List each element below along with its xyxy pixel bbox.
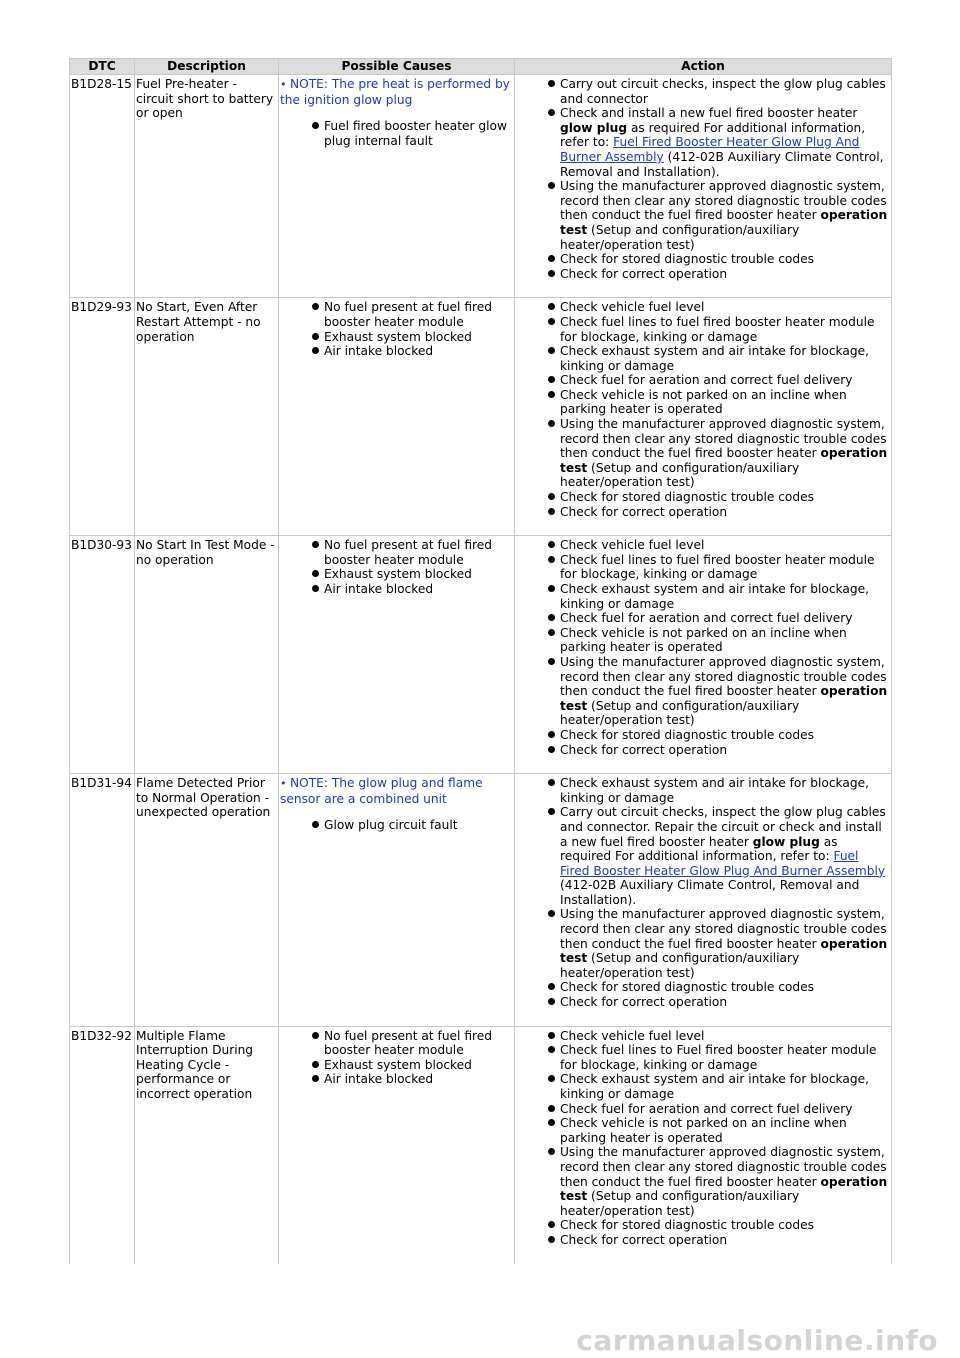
action-text: Check and install a new fuel fired booster heater (560, 106, 858, 121)
possible-causes-cell (279, 75, 515, 298)
causes-list (280, 538, 513, 596)
action-text: (Setup and configuration/auxiliary heater/operation test) (560, 1189, 800, 1218)
action-item (560, 505, 890, 520)
action-item (560, 553, 890, 582)
action-item (560, 344, 890, 373)
action-item (560, 743, 890, 758)
action-text: Check exhaust system and air intake for blockage, kinking or damage (560, 344, 869, 373)
action-item (560, 252, 890, 267)
action-cell (515, 774, 892, 1027)
action-emphasis: operation test (560, 1174, 888, 1204)
action-text: Using the manufacturer approved diagnostic system, record then clear any stored diagnostic trouble codes then conduct the fuel fired booster heater (560, 654, 887, 699)
page-footer (0, 1310, 960, 1358)
action-text: Check for stored diagnostic trouble codes (560, 1218, 814, 1233)
action-cell (515, 536, 892, 774)
dtc-table (69, 58, 892, 1264)
action-cell (515, 298, 892, 536)
action-text: Check fuel lines to fuel fired booster heater module for blockage, kinking or damage (560, 552, 875, 582)
action-item (560, 179, 890, 252)
action-text: Check fuel lines to fuel fired booster heater module for blockage, kinking or damage (560, 314, 875, 344)
note-label: NOTE: The pre heat is performed by the ignition glow plug (280, 77, 510, 107)
action-item (560, 655, 890, 728)
action-item (560, 728, 890, 743)
action-text: (412-02B Auxiliary Climate Control, Removal and Installation). (560, 149, 884, 179)
cause-item: Exhaust system blocked (324, 1058, 513, 1073)
action-item (560, 1102, 890, 1117)
action-item (560, 611, 890, 626)
cause-item: No fuel present at fuel fired booster heater module (324, 300, 513, 329)
action-item (560, 106, 890, 179)
action-text: Check vehicle is not parked on an incline when parking heater is operated (560, 625, 847, 655)
action-text: Carry out circuit checks, inspect the glow plug cables and connector. Repair the circuit or check and install a new fuel fired booster heater (560, 805, 886, 849)
table-row (70, 1026, 892, 1263)
action-item (560, 995, 890, 1010)
action-text: as required For additional information, refer to: (560, 834, 838, 864)
action-item (560, 1072, 890, 1101)
dtc-description: Flame Detected Prior to Normal Operation - unexpected operation (135, 774, 279, 1027)
action-text: Check fuel for aeration and correct fuel delivery (560, 373, 853, 388)
dtc-code: B1D28-15 (70, 75, 135, 298)
note-text (280, 77, 513, 107)
action-text: (Setup and configuration/auxiliary heater/operation test) (560, 460, 800, 490)
table-header-row (70, 59, 892, 75)
table-row (70, 298, 892, 536)
action-list (516, 538, 890, 757)
action-item (560, 388, 890, 417)
causes-list (280, 1029, 513, 1087)
action-item (560, 776, 890, 805)
action-emphasis: operation test (560, 936, 888, 966)
table-row (70, 536, 892, 774)
note-bullet-icon: • (280, 777, 290, 791)
action-text: Check for stored diagnostic trouble codes (560, 980, 814, 995)
action-emphasis: operation test (560, 446, 888, 475)
action-text: Check for correct operation (560, 742, 728, 757)
action-emphasis: operation test (560, 208, 888, 237)
action-item (560, 907, 890, 980)
action-text: Check vehicle fuel level (560, 300, 705, 315)
possible-causes-cell (279, 774, 515, 1027)
cause-item: Exhaust system blocked (324, 567, 513, 582)
note-text (280, 776, 513, 806)
dtc-code: B1D31-94 (70, 774, 135, 1027)
causes-list (280, 300, 513, 358)
action-item (560, 980, 890, 995)
action-item (560, 1116, 890, 1145)
action-emphasis: glow plug (560, 120, 628, 135)
action-item (560, 490, 890, 505)
action-list (516, 77, 890, 281)
table-body (70, 75, 892, 1264)
action-text: Using the manufacturer approved diagnostic system, record then clear any stored diagnostic trouble codes then conduct the fuel fired booster heater (560, 907, 887, 951)
action-text: (Setup and configuration/auxiliary heater/operation test) (560, 222, 800, 252)
cause-item: Air intake blocked (324, 1072, 513, 1087)
action-text: Using the manufacturer approved diagnostic system, record then clear any stored diagnostic trouble codes then conduct the fuel fired booster heater (560, 1145, 887, 1189)
table-row (70, 75, 892, 298)
action-cell (515, 1026, 892, 1263)
action-text: Check vehicle is not parked on an incline when parking heater is operated (560, 1116, 847, 1145)
action-text: Check vehicle fuel level (560, 538, 705, 553)
cause-item: Glow plug circuit fault (324, 818, 513, 833)
action-text: Check for stored diagnostic trouble codes (560, 490, 814, 505)
possible-causes-cell (279, 1026, 515, 1263)
action-emphasis: glow plug (752, 834, 820, 849)
action-text: Check for correct operation (560, 995, 728, 1010)
possible-causes-cell (279, 298, 515, 536)
action-item (560, 538, 890, 553)
cause-item: Exhaust system blocked (324, 330, 513, 345)
action-text: Check for correct operation (560, 1232, 728, 1247)
action-text: (Setup and configuration/auxiliary heater/operation test) (560, 698, 800, 728)
dtc-description: Fuel Pre-heater - circuit short to battery or open (135, 75, 279, 298)
dtc-code: B1D32-92 (70, 1026, 135, 1263)
action-text: Check vehicle fuel level (560, 1028, 705, 1043)
action-text: Check fuel for aeration and correct fuel delivery (560, 611, 853, 626)
possible-causes-cell (279, 536, 515, 774)
cause-item: Air intake blocked (324, 582, 513, 597)
action-text: Check fuel for aeration and correct fuel delivery (560, 1101, 853, 1116)
action-text: Check exhaust system and air intake for blockage, kinking or damage (560, 776, 869, 805)
action-text: Check exhaust system and air intake for blockage, kinking or damage (560, 582, 869, 611)
watermark: carmanualsonline.info (576, 1324, 938, 1357)
dtc-description: Multiple Flame Interruption During Heating Cycle - performance or incorrect operation (135, 1026, 279, 1263)
cause-item: No fuel present at fuel fired booster heater module (324, 1029, 513, 1058)
action-text: as required For additional information, refer to: (560, 120, 866, 150)
action-cell (515, 75, 892, 298)
action-text: Check for stored diagnostic trouble codes (560, 252, 814, 267)
action-item (560, 626, 890, 655)
action-list (516, 300, 890, 519)
action-item (560, 300, 890, 315)
reference-link[interactable]: Fuel Fired Booster Heater Glow Plug And Burner Assembly (560, 135, 860, 164)
action-text: (412-02B Auxiliary Climate Control, Removal and Installation). (560, 878, 860, 907)
header-action: Action (515, 59, 892, 75)
action-item (560, 1145, 890, 1218)
dtc-description: No Start, Even After Restart Attempt - no operation (135, 298, 279, 536)
cause-item: Fuel fired booster heater glow plug internal fault (324, 119, 513, 148)
action-item (560, 1029, 890, 1044)
action-text: Carry out circuit checks, inspect the glow plug cables and connector (560, 77, 886, 106)
note-label: NOTE: The glow plug and flame sensor are a combined unit (280, 776, 483, 806)
header-possible-causes: Possible Causes (279, 59, 515, 75)
action-list (516, 776, 890, 1010)
action-text: Check for correct operation (560, 504, 728, 519)
table-row (70, 774, 892, 1027)
action-item (560, 1218, 890, 1233)
dtc-description: No Start In Test Mode - no operation (135, 536, 279, 774)
dtc-code: B1D30-93 (70, 536, 135, 774)
dtc-code: B1D29-93 (70, 298, 135, 536)
action-item (560, 315, 890, 344)
action-item (560, 805, 890, 907)
action-item (560, 77, 890, 106)
header-dtc: DTC (70, 59, 135, 75)
action-item (560, 1043, 890, 1072)
cause-item: No fuel present at fuel fired booster heater module (324, 538, 513, 567)
note-bullet-icon: • (280, 78, 290, 91)
causes-list (280, 818, 513, 833)
action-text: (Setup and configuration/auxiliary heater/operation test) (560, 951, 800, 980)
action-item (560, 373, 890, 388)
action-text: Check vehicle is not parked on an incline when parking heater is operated (560, 387, 847, 417)
causes-list (280, 119, 513, 148)
action-emphasis: operation test (560, 684, 888, 713)
action-item (560, 267, 890, 282)
action-text: Check fuel lines to Fuel fired booster heater module for blockage, kinking or damage (560, 1043, 877, 1072)
action-item (560, 417, 890, 490)
action-text: Using the manufacturer approved diagnostic system, record then clear any stored diagnostic trouble codes then conduct the fuel fired booster heater (560, 417, 887, 461)
reference-link[interactable]: Fuel Fired Booster Heater Glow Plug And Burner Assembly (560, 849, 886, 878)
header-description: Description (135, 59, 279, 75)
action-item (560, 582, 890, 611)
action-item (560, 1233, 890, 1248)
action-text: Check for stored diagnostic trouble codes (560, 727, 814, 742)
action-text: Check exhaust system and air intake for blockage, kinking or damage (560, 1072, 869, 1101)
action-list (516, 1029, 890, 1248)
cause-item: Air intake blocked (324, 344, 513, 359)
action-text: Using the manufacturer approved diagnostic system, record then clear any stored diagnostic trouble codes then conduct the fuel fired booster heater (560, 179, 887, 223)
action-text: Check for correct operation (560, 266, 728, 281)
